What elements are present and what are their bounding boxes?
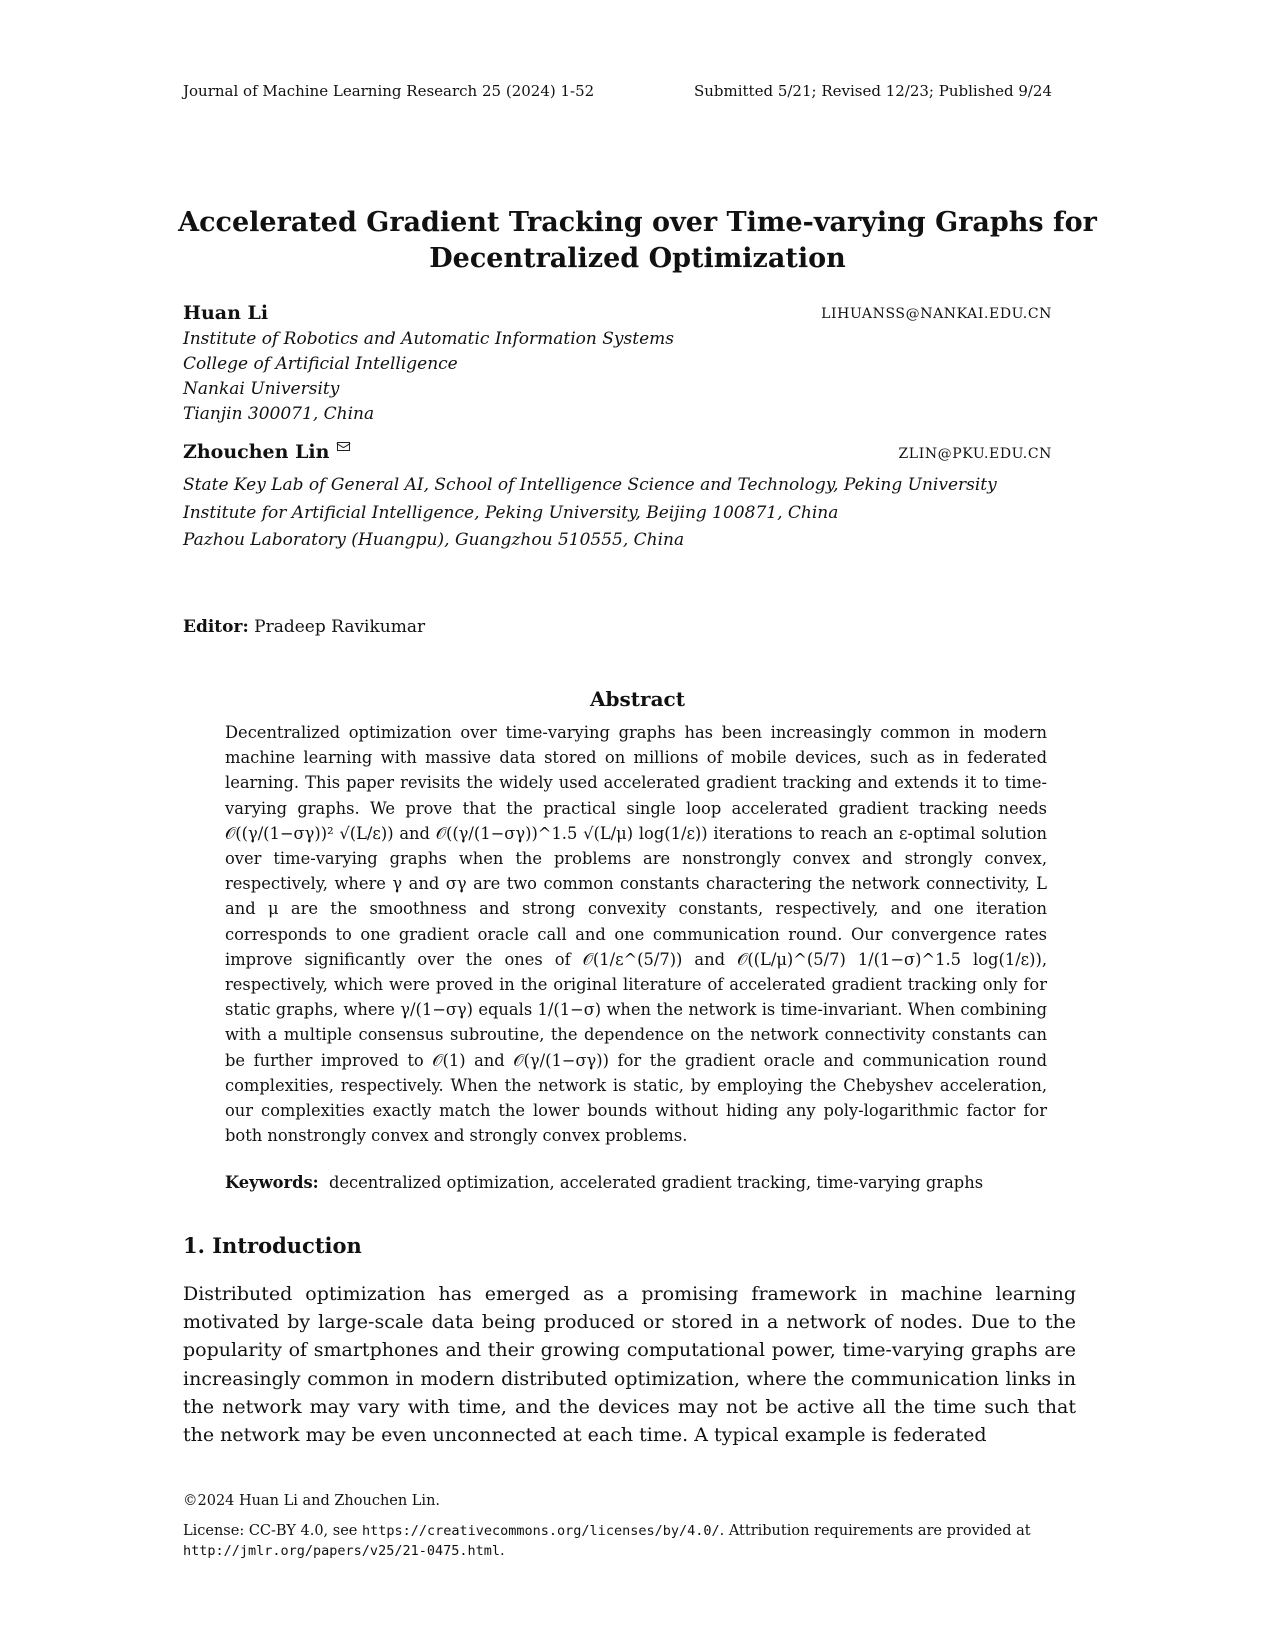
envelope-icon <box>337 442 350 451</box>
affiliation-line: Nankai University <box>183 379 340 399</box>
paper-link[interactable]: http://jmlr.org/papers/v25/21-0475.html <box>183 1543 500 1559</box>
section-heading-introduction: 1. Introduction <box>183 1233 362 1258</box>
title-line-1: Accelerated Gradient Tracking over Time-varying Graphs for <box>178 207 1097 238</box>
journal-header: Journal of Machine Learning Research 25 (2024) 1-52 <box>183 82 595 100</box>
abstract-text: Decentralized optimization over time-varying graphs has been increasingly common in modern machine learning with massive data stored on millions of mobile devices, such as in federated learning. This paper revisits the widely used accelerated gradient tracking and extends it to time-varying graphs. We prove that the practical single loop accelerated gradient tracking needs 𝒪((γ/(1−σγ))² √(L/ε)) and 𝒪((γ/(1−σγ))^1.5 √(L/μ) log(1/ε)) iterations to reach an ε-optimal solution over time-varying graphs when the problems are nonstrongly convex and strongly convex, respectively, where γ and σγ are two common constants charactering the network connectivity, L and μ are the smoothness and strong convexity constants, respectively, and one iteration corresponds to one gradient oracle call and one communication round. Our convergence rates improve significantly over the ones of 𝒪(1/ε^(5/7)) and 𝒪((L/μ)^(5/7) 1/(1−σ)^1.5 log(1/ε)), respectively, which were proved in the original literature of accelerated gradient tracking only for static graphs, where γ/(1−σγ) equals 1/(1−σ) when the network is time-invariant. When combining with a multiple consensus subroutine, the dependence on the network connectivity constants can be further improved to 𝒪(1) and 𝒪(γ/(1−σγ)) for the gradient oracle and communication round complexities, respectively. When the network is static, by employing the Chebyshev acceleration, our complexities exactly match the lower bounds without hiding any poly-logarithmic factor for both nonstrongly convex and strongly convex problems. <box>225 723 1047 1146</box>
editor-line <box>183 617 425 637</box>
affiliation-line: College of Artificial Intelligence <box>183 354 458 374</box>
author-email-1[interactable]: LIHUANSS@NANKAI.EDU.CN <box>821 306 1052 322</box>
paper-title <box>0 205 1275 277</box>
license-suffix: . <box>499 1543 505 1559</box>
affiliation-line: Institute for Artificial Intelligence, Peking University, Beijing 100871, China <box>183 502 839 523</box>
submission-dates: Submitted 5/21; Revised 12/23; Published 9/24 <box>693 82 1052 100</box>
affiliation-line: Pazhou Laboratory (Huangpu), Guangzhou 510555, China <box>183 530 685 550</box>
affiliation-line: Tianjin 300071, China <box>183 404 375 424</box>
abstract-heading: Abstract <box>590 687 685 711</box>
author-name-2 <box>183 441 350 463</box>
affiliation-line: State Key Lab of General AI, School of Intelligence Science and Technology, Peking University <box>183 475 997 495</box>
introduction-text: Distributed optimization has emerged as a promising framework in machine learning motivated by large-scale data being produced or stored in a network of nodes. Due to the popularity of smartphones and their growing computational power, time-varying graphs are increasingly common in modern distributed optimization, where the communication links in the network may vary with time, and the devices may not be active all the time such that the network may be even unconnected at each time. A typical example is federated <box>183 1283 1076 1447</box>
affiliation-line: Institute of Robotics and Automatic Information Systems <box>183 329 674 349</box>
editor-label: Editor: <box>183 617 249 637</box>
title-line-2: Decentralized Optimization <box>429 243 846 274</box>
abstract-body <box>225 720 1047 1148</box>
license-notice <box>183 1521 1083 1561</box>
author-name-1: Huan Li <box>183 302 269 324</box>
editor-name: Pradeep Ravikumar <box>254 617 426 637</box>
license-link[interactable]: https://creativecommons.org/licenses/by/4.0/ <box>361 1523 720 1539</box>
keywords-text: decentralized optimization, accelerated gradient tracking, time-varying graphs <box>328 1173 984 1192</box>
license-mid: . Attribution requirements are provided at <box>719 1523 1031 1539</box>
author-name-text: Zhouchen Lin <box>183 441 330 463</box>
author-affiliation-1 <box>183 327 674 427</box>
introduction-body <box>183 1280 1076 1449</box>
keywords-line <box>225 1173 983 1192</box>
author-email-2[interactable]: ZLIN@PKU.EDU.CN <box>898 446 1052 462</box>
author-affiliation-2 <box>183 472 997 555</box>
license-prefix: License: CC-BY 4.0, see <box>183 1523 362 1539</box>
copyright-notice: ©2024 Huan Li and Zhouchen Lin. <box>183 1493 441 1509</box>
keywords-label: Keywords: <box>225 1173 319 1192</box>
